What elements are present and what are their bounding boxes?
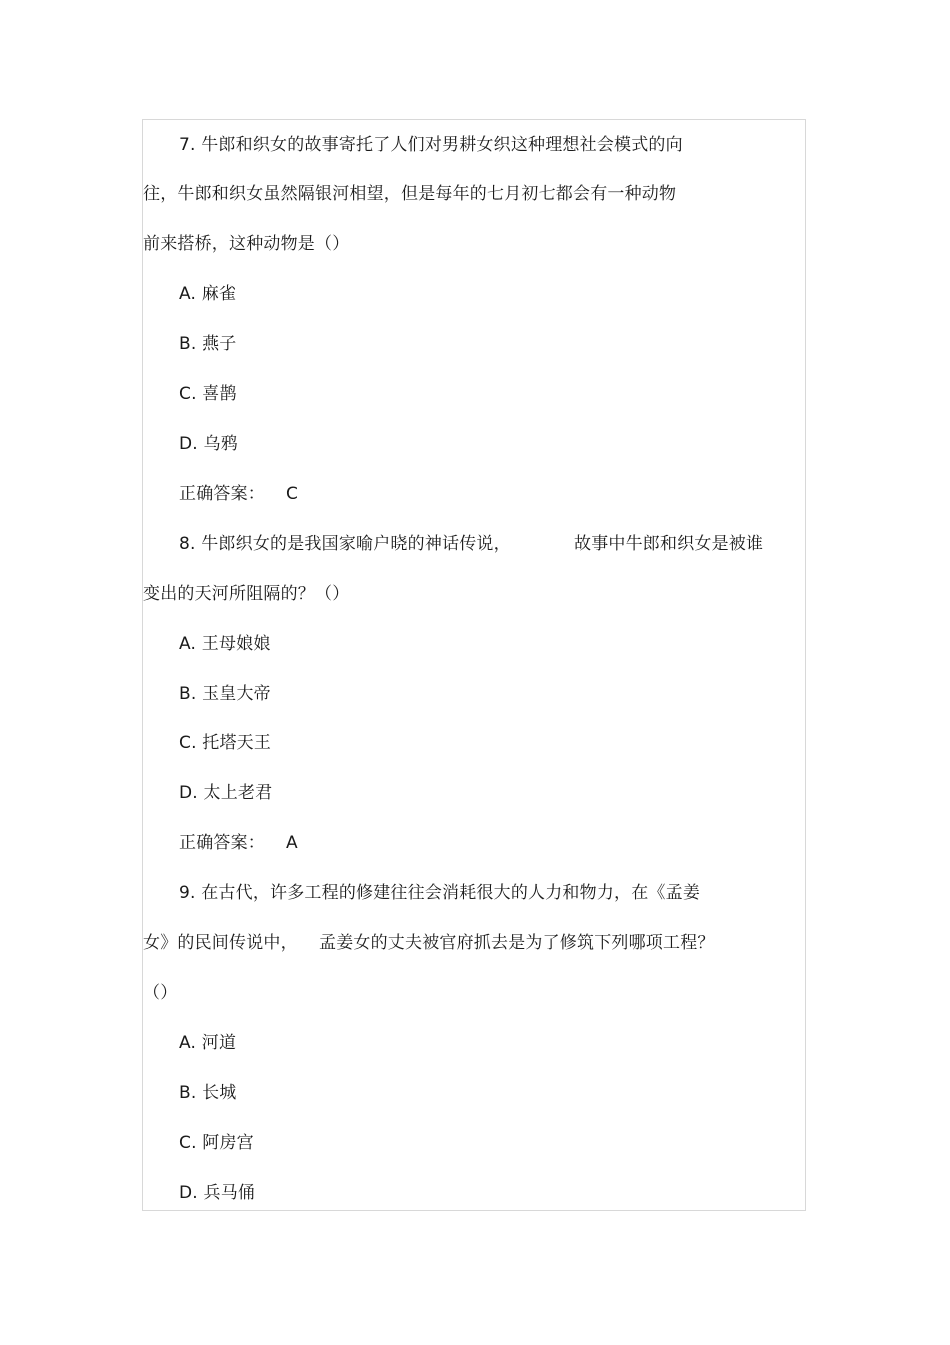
q8-option-b: B. 玉皇大帝 [179,684,271,704]
q9-stem-line-2-right: 孟姜女的丈夫被官府抓去是为了修筑下列哪项工程？ [319,933,715,953]
q7-stem-line-3: 前来搭桥，这种动物是（） [143,234,350,254]
q9-stem-line-2-left: 女》的民间传说中， [143,933,298,953]
q7-option-c: C. 喜鹊 [179,384,237,404]
q8-answer-label: 正确答案： [179,833,265,853]
q8-option-c: C. 托塔天王 [179,733,272,753]
q7-option-b: B. 燕子 [179,334,237,354]
q9-option-b: B. 长城 [179,1083,237,1103]
q8-stem-line-1-right: 故事中牛郎和织女是被谁 [574,534,764,554]
q8-answer-value: A [286,833,298,853]
q8-answer [179,832,298,854]
q7-answer-value: C [286,484,299,504]
page-frame [142,119,806,1211]
q8-stem-line-1-left: 8. 牛郎织女的是我国家喻户晓的神话传说， [179,534,511,554]
q8-option-a: A. 王母娘娘 [179,634,271,654]
q9-stem-line-2 [143,932,715,954]
q8-stem-line-2: 变出的天河所阻隔的？（） [143,584,350,604]
q7-option-a: A. 麻雀 [179,284,237,304]
q7-stem-line-1: 7. 牛郎和织女的故事寄托了人们对男耕女织这种理想社会模式的向 [179,135,683,155]
q9-stem-line-3: （） [143,983,178,1003]
q8-stem-line-1 [179,533,764,555]
q7-answer [179,483,299,505]
q7-stem-line-2: 往，牛郎和织女虽然隔银河相望，但是每年的七月初七都会有一种动物 [143,184,677,204]
q9-option-a: A. 河道 [179,1033,237,1053]
q9-option-c: C. 阿房宫 [179,1133,254,1153]
q7-answer-label: 正确答案： [179,484,265,504]
q9-option-d: D. 兵马俑 [179,1183,256,1203]
q7-option-d: D. 乌鸦 [179,434,238,454]
q9-stem-line-1: 9. 在古代，许多工程的修建往往会消耗很大的人力和物力，在《孟姜 [179,883,701,903]
q8-option-d: D. 太上老君 [179,783,273,803]
